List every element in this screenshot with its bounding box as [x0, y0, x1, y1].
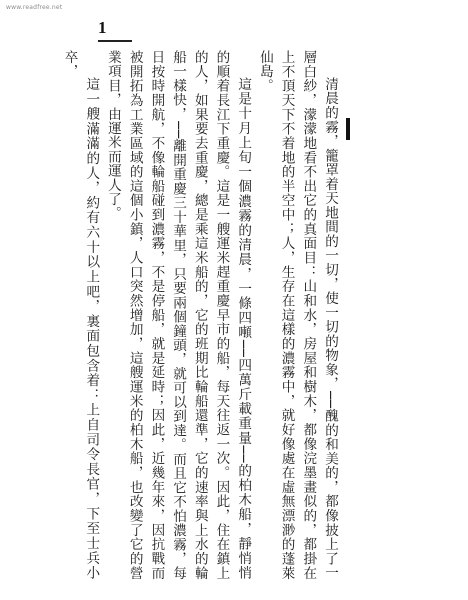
paragraph: 清晨的霧，籠罩着天地間的一切，使一切的物象，──醜的和美的，都像披上了一層白紗，濛濛地看不出它的真面目：山和水，房屋和樹木，都像浣墨畫似的，都掛在上不頂天下不着地的半空中；人，生存在這樣的濃霧中，就好像處在虛無漂渺的蓬萊仙島。: [256, 50, 338, 580]
page-number: 1: [98, 18, 107, 37]
paragraph: 這是十月上旬一個濃霧的清晨，一條四噸──四萬斤載重量──的柏木船，靜悄悄的順着長江下重慶。這是一艘運米趕重慶早市的船，每天往返一次。因此，住在鎮上的人，如果要去重慶，總是乘這米船的，它的班期比輪船還準，它的速率與上水的輪船一樣快，──離開重慶三十華里，只要兩個鐘頭，就可以到達。而且它不怕濃霧，每日按時開航，不像輪船碰到濃霧，不是停船，就是延時；因此，近幾年來，因抗戰而被開拓為工業區域的這個小鎮，人口突然增加，這艘運米的柏木船，也改變了它的營業項目，由運米而運人了。: [104, 50, 252, 580]
document-body: [58, 50, 340, 580]
paragraph: 這一艘滿滿的人，約有六十以上吧，裏面包含着：上自司令長官，下至士兵小卒，: [61, 50, 100, 580]
page-number-rule: [98, 40, 132, 42]
site-watermark: www.readfree.net: [6, 4, 63, 11]
chapter-start-mark: [346, 118, 350, 140]
